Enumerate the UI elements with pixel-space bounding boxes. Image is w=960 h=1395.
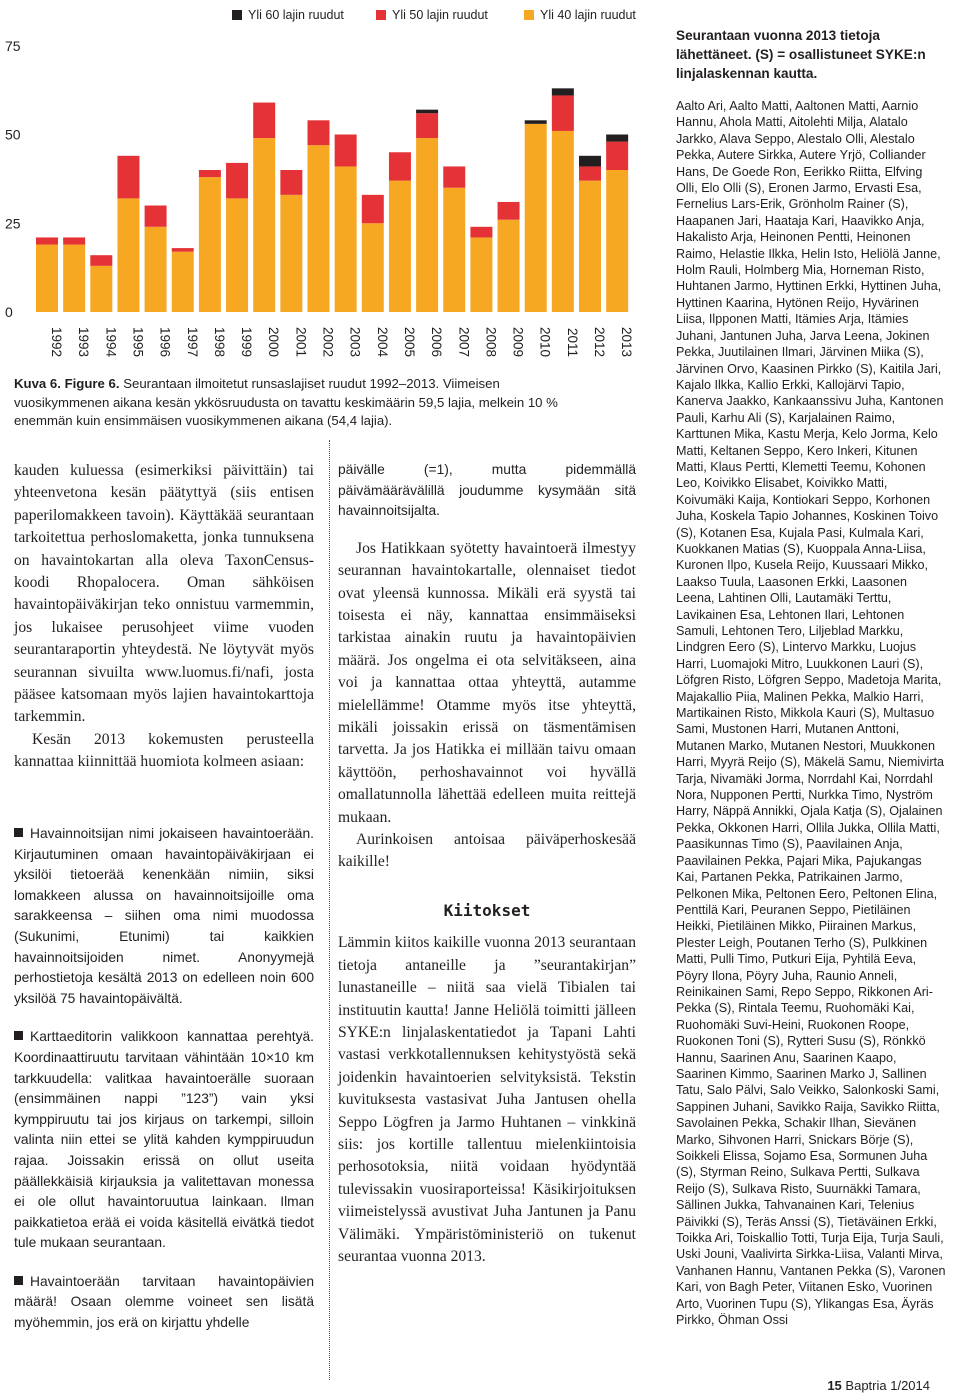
column-2-paragraph-2: Jos Hatikkaan syötetty havaintoerä ilmestyy seurannan havaintokartalle, olennaiset tiedot ovat yleensä kunnossa. Mikäli erä syystä tai toisesta ei näy, kannattaa ensimmäiseksi tarkistaa ainakin ruutu ja havaintopäivien määrä. Jos ongelma ei ota selvitäkseen, aina voi ja kannattaa ottaa yhteyttä, autamme mielellämme! Otamme myös itse yhteyttä, mikäli joissakin erissä on täsmentämisen tarvetta. Ja jos Hatikka ei millään taivu omaan käyttöön, perhoshavainnot voi hyvällä omallatunnolla lähettää edelleen muita reittejä mukaan. xyxy=(338,539,636,826)
bar-segment-1995-series-1 xyxy=(117,198,139,312)
bar-segment-2006-series-1 xyxy=(416,138,438,312)
bar-segment-2000-series-2 xyxy=(253,103,275,139)
bar-segment-2007-series-2 xyxy=(443,166,465,187)
x-tick-label: 2008 xyxy=(483,326,499,357)
figure-caption-text: Seurantaan ilmoitetut runsaslajiset ruudut 1992–2013. Viimeisen vuosikymmenen aikana kesän ykkösruudusta on tavattu keskimäärin 59,5 lajia, melkein 10 % enemmän kuin ensimmäisen vuosikymmenen aikana (54,4 lajia). xyxy=(14,376,558,428)
bar-segment-2009-series-2 xyxy=(498,202,520,220)
column-divider xyxy=(329,440,330,1380)
legend-label-series-1: Yli 40 lajin ruudut xyxy=(540,8,636,22)
y-tick-label: 25 xyxy=(5,215,21,232)
section-heading-kiitokset: Kiitokset xyxy=(443,900,531,920)
x-tick-label: 2003 xyxy=(347,326,363,357)
bar-segment-2009-series-1 xyxy=(498,220,520,312)
bar-segment-2004-series-1 xyxy=(362,223,384,312)
bar-segment-1994-series-2 xyxy=(90,255,112,266)
bullet-text-3: Havaintoerään tarvitaan havaintopäivien määrä! Osaan olemme voineet sen lisätä myöhemmin, jos erä on kirjattu yhdelle xyxy=(14,1273,314,1331)
legend-swatch-series-1 xyxy=(524,10,534,20)
x-tick-label: 2012 xyxy=(592,326,607,357)
y-axis-ticks xyxy=(5,38,21,320)
bar-segment-1997-series-2 xyxy=(172,248,194,252)
x-tick-label: 2006 xyxy=(429,326,445,357)
publication-name: Baptria 1/2014 xyxy=(845,1378,930,1393)
bullet-text-2: Karttaeditorin valikkoon kannattaa perehtyä. Koordinaattiruutu tarvitaan vähintään 10×10 km tarkkuudella: valitkaa havaintoerälle suoraan (ensimmäinen nappi ”123”) vain yksi kymppiruutu tai jos kirjaus on tarkempi, silloin valinta niin ettei se ylitä kahden kymppiruudun rajaa. Joissakin erissä on ollut useita päällekkäisiä kirjauksia ja valitettavan monessa ei ole ollut havaintoruutua lainkaan. Ilman paikkatietoa erää ei voida käsitellä eivätkä tiedot tule mukaan seurantaan. xyxy=(14,1029,314,1251)
bar-segment-2003-series-2 xyxy=(335,135,357,167)
y-tick-label: 75 xyxy=(5,37,21,54)
x-tick-label: 2007 xyxy=(456,326,472,357)
x-tick-label: 1994 xyxy=(103,326,119,357)
bar-segment-2001-series-2 xyxy=(280,170,302,195)
bar-segment-2002-series-2 xyxy=(308,120,330,145)
page-number: 15 xyxy=(827,1378,842,1393)
bar-series xyxy=(36,88,628,312)
x-tick-label: 2001 xyxy=(293,326,309,357)
bar-segment-2002-series-1 xyxy=(308,145,330,312)
x-tick-label: 2002 xyxy=(320,326,336,357)
bar-segment-1997-series-1 xyxy=(172,252,194,312)
bar-segment-1994-series-1 xyxy=(90,266,112,312)
bar-segment-2012-series-3 xyxy=(579,156,601,167)
bar-segment-1992-series-1 xyxy=(36,245,58,312)
bar-segment-2005-series-1 xyxy=(389,181,411,312)
bar-segment-1999-series-1 xyxy=(226,198,248,312)
bar-segment-2012-series-2 xyxy=(579,166,601,180)
column-2-paragraph-3: Aurinkoisen antoisaa päiväperhoskesää kaikille! xyxy=(338,831,636,871)
bar-segment-2013-series-3 xyxy=(606,135,628,142)
column-2-paragraph-4: Lämmin kiitos kaikille vuonna 2013 seurantaan tietoja antaneille ja ”seurantakirjan” lunastaneille – niitä saa vielä Tibialen tai instituutin kautta! Janne Heliölä toimitti jälleen SYKE:n linjalaskentatiedot ja Tapani Lahti vastasi verkkotallennuksen kehitystyöstä sekä joidenkin havaintoerien selvityksistä. Tekstin kuvituksesta vastasivat Juha Jantusen ohella Seppo Lögfren ja Jarmo Huhtanen – vinkkinä siis: jos kortille tallentuu mielenkiintoisia perhosotoksia, niitä voidaan hyödyntää tulevissakin vuosiraporteissa! Käsikirjoituksen viimeistelyssä avustivat Juha Jantunen ja Panu Välimäki. Ympäristöministeriö on tukenut seurantaa vuonna 2013. xyxy=(338,934,636,1265)
x-tick-label: 1996 xyxy=(157,326,173,357)
bar-segment-1993-series-1 xyxy=(63,245,85,312)
column-1-paragraph-1: kauden kuluessa (esimerkiksi päivittäin) tai yhteenvetona kesän päätyttyä (siis entisen paperilomakkeen tavoin). Käyttäkää seurantaan tarkoitettua perhoslomaketta, jonka tunnuksena on havaintokartan alla oleva TaxonCensus-koodi Rhopalocera. Oman sähköisen havaintopäiväkirjan teko onnistuu varmemmin, jos lukaisee perusohjeet viime vuoden seurantaraportin yhteydestä. Ne löytyvät myös seurannan sivuilta www.luomus.fi/nafi, josta pääsee katsomaan myös lajien havaintokarttoja tarkemmin. xyxy=(14,462,314,726)
bar-segment-1996-series-1 xyxy=(145,227,167,312)
x-tick-label: 2004 xyxy=(374,326,390,357)
bar-chart xyxy=(0,0,660,372)
square-bullet-icon xyxy=(14,1276,23,1285)
column-1-serif xyxy=(14,460,314,774)
x-tick-label: 2010 xyxy=(537,326,553,357)
x-tick-label: 2000 xyxy=(266,326,282,357)
bar-segment-2005-series-2 xyxy=(389,152,411,180)
legend-item-series-3 xyxy=(232,8,344,22)
x-tick-label: 1992 xyxy=(49,326,64,357)
contributors-title: Seurantaan vuonna 2013 tietoja lähettäneet. (S) = osallistuneet SYKE:n linjalaskennan kautta. xyxy=(676,28,926,81)
bar-segment-2008-series-2 xyxy=(470,227,492,238)
bar-segment-2010-series-1 xyxy=(525,124,547,312)
bar-segment-2011-series-2 xyxy=(552,95,574,131)
x-tick-label: 1997 xyxy=(184,326,200,357)
bullet-text-1: Havainnoitsijan nimi jokaiseen havaintoerään. Kirjautuminen omaan havaintopäiväkirjaan ei yksilöi tietoerää kenenkään nimiin, siksi lomakkeen alussa on havainnoitsijoille oma sarakkeensa – siihen oma nimi muodossa (Sukunimi, Etunimi) tai kaikkien havainnoitsijoiden nimet. Anonyymejä perhostietoja kesältä 2013 on edelleen noin 600 yksilöä 75 havaintopäivältä. xyxy=(14,826,314,1006)
page-footer xyxy=(827,1378,930,1393)
bar-segment-1998-series-1 xyxy=(199,177,221,312)
x-tick-label: 2013 xyxy=(619,326,635,357)
bar-segment-2010-series-3 xyxy=(525,120,547,124)
bar-segment-1993-series-2 xyxy=(63,237,85,244)
bar-segment-2013-series-2 xyxy=(606,142,628,170)
x-tick-label: 2009 xyxy=(510,326,526,357)
column-1-bullets xyxy=(14,824,314,1334)
x-tick-label: 1995 xyxy=(130,326,146,357)
column-2-paragraph-1: päivälle (=1), mutta pidemmällä päivämäärävälillä joudumme kysymään sitä havainnoitsijalta. xyxy=(338,462,636,519)
bar-segment-1995-series-2 xyxy=(117,156,139,199)
bar-segment-2000-series-1 xyxy=(253,138,275,312)
bar-segment-2007-series-1 xyxy=(443,188,465,312)
x-tick-label: 1993 xyxy=(76,326,92,357)
bar-segment-1999-series-2 xyxy=(226,163,248,199)
legend-item-series-2 xyxy=(376,8,488,22)
x-axis-ticks xyxy=(49,327,634,358)
bar-segment-2011-series-1 xyxy=(552,131,574,312)
column-1-paragraph-2: Kesän 2013 kokemusten perusteella kannattaa kiinnittää huomiota kolmeen asiaan: xyxy=(14,730,314,771)
legend-item-series-1 xyxy=(524,8,636,22)
y-tick-label: 0 xyxy=(5,304,13,320)
bar-segment-2001-series-1 xyxy=(280,195,302,312)
legend-swatch-series-3 xyxy=(232,10,242,20)
bar-segment-2012-series-1 xyxy=(579,181,601,312)
column-2 xyxy=(338,460,636,1268)
bullet-item-3 xyxy=(14,1272,314,1334)
x-tick-label: 1999 xyxy=(239,326,255,357)
bullet-item-1 xyxy=(14,824,314,1009)
bar-segment-2004-series-2 xyxy=(362,195,384,223)
y-tick-label: 50 xyxy=(5,126,21,143)
bar-segment-1992-series-2 xyxy=(36,237,58,244)
x-tick-label: 2005 xyxy=(401,326,417,357)
bar-segment-2003-series-1 xyxy=(335,166,357,312)
square-bullet-icon xyxy=(14,828,23,837)
bar-segment-1996-series-2 xyxy=(145,206,167,227)
bullet-item-2 xyxy=(14,1027,314,1254)
bar-segment-2008-series-1 xyxy=(470,237,492,312)
figure-caption xyxy=(14,375,574,431)
legend-swatch-series-2 xyxy=(376,10,386,20)
bar-segment-2013-series-1 xyxy=(606,170,628,312)
x-tick-label: 1998 xyxy=(211,326,227,357)
bar-segment-2006-series-2 xyxy=(416,113,438,138)
bar-segment-1998-series-2 xyxy=(199,170,221,177)
legend-label-series-2: Yli 50 lajin ruudut xyxy=(392,8,488,22)
legend-label-series-3: Yli 60 lajin ruudut xyxy=(248,8,344,22)
bar-segment-2011-series-3 xyxy=(552,88,574,95)
figure-label: Kuva 6. Figure 6. xyxy=(14,376,120,391)
x-tick-label: 2011 xyxy=(564,327,580,357)
square-bullet-icon xyxy=(14,1031,23,1040)
bar-segment-2006-series-3 xyxy=(416,110,438,114)
contributors-list: Aalto Ari, Aalto Matti, Aaltonen Matti, Aarnio Hannu, Ahola Matti, Aitolehti Milja, Alatalo Jarkko, Alava Seppo, Alestalo Olli, Alestalo Pekka, Autere Sirkka, Autere Yrjö, Colliander Hans, De Goede Ron, Eerikko Riitta, Elfving Olli, Elo Olli (S), Eronen Jarmo, Ervasti Esa, Fernelius Lars-Erik, Grönholm Rainer (S), Haapanen Jari, Haataja Kari, Haavikko Anja, Hakalisto Arja, Heinonen Pentti, Heinonen Raimo, Helastie Ilkka, Helin Isto, Heliölä Janne, Holm Rauli, Holmberg Mia, Horneman Risto, Huhtanen Jarmo, Hyttinen Erkki, Hyttinen Juha, Hyttinen Kaarina, Hytönen Reijo, Hyvärinen Liisa, Ilpponen Matti, Itämies Arja, Itämies Juhani, Jantunen Juha, Jarva Leena, Jokinen Pekka, Juutilainen Ilmari, Järvinen Miika (S), Järvinen Orvo, Kaasinen Pirkko (S), Kaitila Jari, Kajalo Ilkka, Kallio Erkki, Kallojärvi Tapio, Kanerva Jaakko, Kankaanssivu Juha, Kantonen Pauli, Karhu Ali (S), Karjalainen Raimo, Karttunen Mika, Kastu Merja, Kelo Jorma, Kelo Matti, Keltanen Seppo, Kero Inkeri, Kitunen Matti, Klaus Pertti, Klemetti Teemu, Kohonen Leo, Koivikko Elisabet, Koivikko Matti, Koivumäki Kaija, Kontiokari Seppo, Korhonen Juha, Koskela Tapio Johannes, Koskinen Toivo (S), Kotanen Esa, Kujala Pasi, Kulmala Kari, Kuokkanen Matias (S), Kuoppala Anna-Liisa, Kuronen Ilpo, Kusela Reijo, Kuussaari Mikko, Laakso Tuula, Laasonen Erkki, Laasonen Leena, Lahtinen Olli, Lautamäki Terttu, Lavikainen Esa, Lehtonen Ilari, Lehtonen Samuli, Lehtonen Tero, Liljeblad Markku, Lindgren Eero (S), Lintervo Markku, Luojus Harri, Luomajoki Mitro, Luukkonen Lauri (S), Löfgren Risto, Löfgren Seppo, Madetoja Marita, Majakallio Piia, Malinen Pekka, Malkio Harri, Martikainen Risto, Mikkola Kauri (S), Multasuo Sami, Mustonen Harri, Mutanen Anttoni, Mutanen Marko, Mutanen Nestori, Muukkonen Harri, Myyrä Reijo (S), Mäkelä Samu, Niemivirta Tarja, Nivamäki Jorma, Norrdahl Kai, Norrdahl Nora, Nupponen Pertti, Nurkka Timo, Nyström Harry, Näppä Annikki, Ojala Katja (S), Ojalainen Pekka, Okkonen Harri, Ollila Jukka, Ollila Matti, Paasikunnas Timo (S), Paavilainen Anja, Paavilainen Pekka, Pajari Mika, Pajukangas Kai, Partanen Pekka, Patrikainen Jarmo, Pelkonen Mika, Peltonen Eero, Peltonen Elina, Penttilä Kari, Peuranen Seppo, Pietiläinen Heikki, Pietiläinen Mikko, Piirainen Markus, Plester Leigh, Poutanen Terho (S), Pulkkinen Matti, Pulli Timo, Putkuri Eija, Pyhtilä Eeva, Pöyry Ilona, Pöyry Juha, Raunio Anneli, Reinikainen Sami, Repo Seppo, Rikkonen Ari-Pekka (S), Rintala Teemu, Ruohomäki Kai, Ruohomäki Suvi-Heini, Ruokonen Roope, Ruokonen Toni (S), Rytteri Susu (S), Rönkkö Hannu, Saarinen Anu, Saarinen Kaapo, Saarinen Kimmo, Saarinen Marko J, Sallinen Tatu, Salo Pälvi, Salo Veikko, Salonkoski Sami, Sappinen Juhani, Savikko Raija, Savikko Riitta, Savolainen Pekka, Schakir Ilhan, Sievänen Marko, Sihvonen Harri, Snickars Börje (S), Soikkeli Elissa, Sojamo Esa, Sormunen Juha (S), Styrman Reino, Sulkava Pertti, Sulkava Reijo (S), Sulkava Risto, Suurnäkki Tamara, Sällinen Jukka, Tahvanainen Kari, Telenius Päivikki (S), Teräs Anssi (S), Tietäväinen Erkki, Toikka Ari, Toiskallio Totti, Turja Eija, Turja Sauli, Uski Jouni, Vaalivirta Sirkka-Liisa, Valanti Mirva, Vanhanen Hannu, Vantanen Pekka (S), Varonen Kari, von Bagh Peter, Viitanen Esko, Vuorinen Arto, Vuorinen Tupu (S), Ylikangas Esa, Äyräs Pirkko, Öhman Ossi xyxy=(676,99,946,1328)
